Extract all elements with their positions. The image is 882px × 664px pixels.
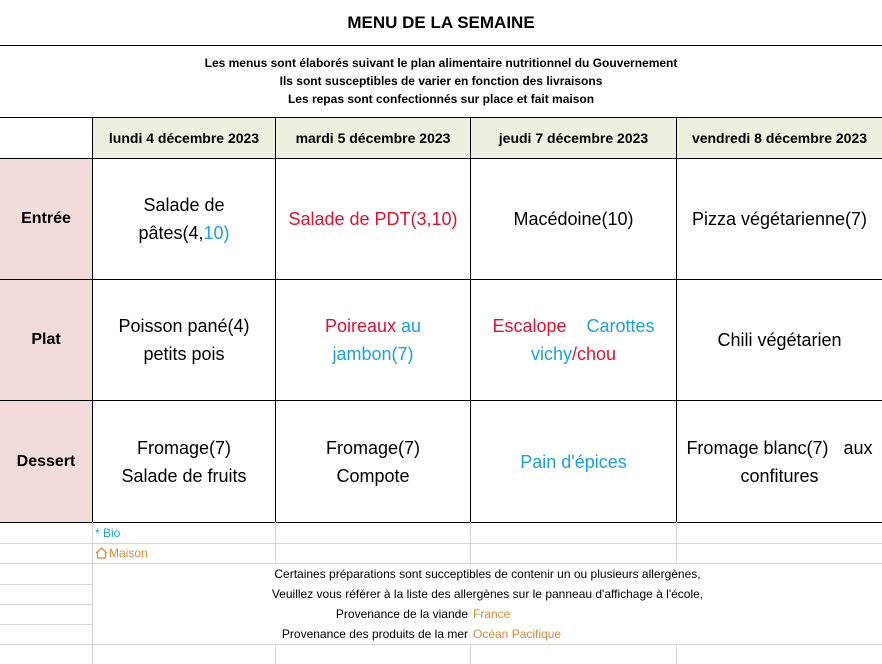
cell-dessert-vendredi xyxy=(677,401,882,522)
house-icon xyxy=(95,547,108,559)
intro-line-2: Ils sont susceptibles de varier en fonction des livraisons xyxy=(279,74,603,88)
entree-lundi-line-b: pâtes(4, xyxy=(138,223,204,243)
entree-lundi-line-a: Salade de xyxy=(143,195,225,215)
dessert-vendredi-line-c: confitures xyxy=(740,465,819,486)
plat-jeudi-line-d: /chou xyxy=(571,344,617,364)
legend-maison xyxy=(95,543,275,563)
cell-plat-jeudi xyxy=(471,280,676,400)
plat-mardi-line-a: Poireaux xyxy=(324,316,396,336)
plat-jeudi-line-c: vichy xyxy=(530,344,572,364)
mer-label: Provenance des produits de la mer xyxy=(281,627,468,641)
cell-plat-vendredi: Chili végétarien xyxy=(717,330,842,350)
dessert-lundi-line-a: Fromage(7) xyxy=(136,437,231,458)
cell-dessert-jeudi: Pain d'épices xyxy=(520,451,627,472)
day-header-mardi: mardi 5 décembre 2023 xyxy=(276,118,470,158)
cell-entree-jeudi: Macédoine(10) xyxy=(513,209,634,229)
day-header-vendredi: vendredi 8 décembre 2023 xyxy=(677,118,882,158)
dessert-mardi-line-b: Compote xyxy=(336,465,410,486)
legend-bio: * Bio xyxy=(95,526,121,540)
dessert-vendredi-line-a: Fromage blanc(7) xyxy=(686,437,829,458)
cell-entree-lundi xyxy=(93,159,275,279)
cell-entree-vendredi: Pizza végétarienne(7) xyxy=(691,209,868,229)
intro-block xyxy=(0,45,882,117)
row-label-plat: Plat xyxy=(0,280,92,400)
viande-value: France xyxy=(473,607,511,621)
entree-lundi-allergen: 10) xyxy=(203,223,230,243)
dessert-lundi-line-b: Salade de fruits xyxy=(121,465,247,486)
cell-entree-mardi: Salade de PDT(3,10) xyxy=(288,209,458,229)
cell-dessert-lundi xyxy=(93,401,275,522)
cell-plat-lundi xyxy=(93,280,275,400)
plat-mardi-line-b: au xyxy=(401,316,422,336)
day-header-jeudi: jeudi 7 décembre 2023 xyxy=(471,118,676,158)
legend-maison-label: Maison xyxy=(109,546,148,560)
plat-lundi-line-b: petits pois xyxy=(143,344,225,364)
row-label-dessert: Dessert xyxy=(0,401,92,522)
viande-label: Provenance de la viande xyxy=(335,607,468,621)
cell-plat-mardi xyxy=(276,280,470,400)
cell-dessert-mardi xyxy=(276,401,470,522)
mer-value: Océan Pacifique xyxy=(473,627,562,641)
plat-jeudi-line-a: Escalope xyxy=(492,316,567,336)
plat-lundi-line-a: Poisson pané(4) xyxy=(118,316,250,336)
plat-jeudi-line-b: Carottes xyxy=(586,316,655,336)
intro-line-3: Les repas sont confectionnés sur place et fait maison xyxy=(287,92,595,106)
dessert-mardi-line-a: Fromage(7) xyxy=(325,437,421,458)
page-title: MENU DE LA SEMAINE xyxy=(347,12,535,32)
plat-mardi-line-c: jambon(7) xyxy=(332,344,414,364)
intro-line-1: Les menus sont élaborés suivant le plan alimentaire nutritionnel du Gouvernement xyxy=(204,56,678,70)
dessert-vendredi-line-b: aux xyxy=(843,437,873,458)
allergens-note-1: Certaines préparations sont succeptibles de contenir un ou plusieurs allergènes, xyxy=(274,567,701,581)
day-header-lundi: lundi 4 décembre 2023 xyxy=(93,118,275,158)
allergens-note-2: Veuillez vous référer à la liste des allergènes sur le panneau d'affichage à l'école, xyxy=(271,587,704,601)
row-label-entree: Entrée xyxy=(0,159,92,279)
